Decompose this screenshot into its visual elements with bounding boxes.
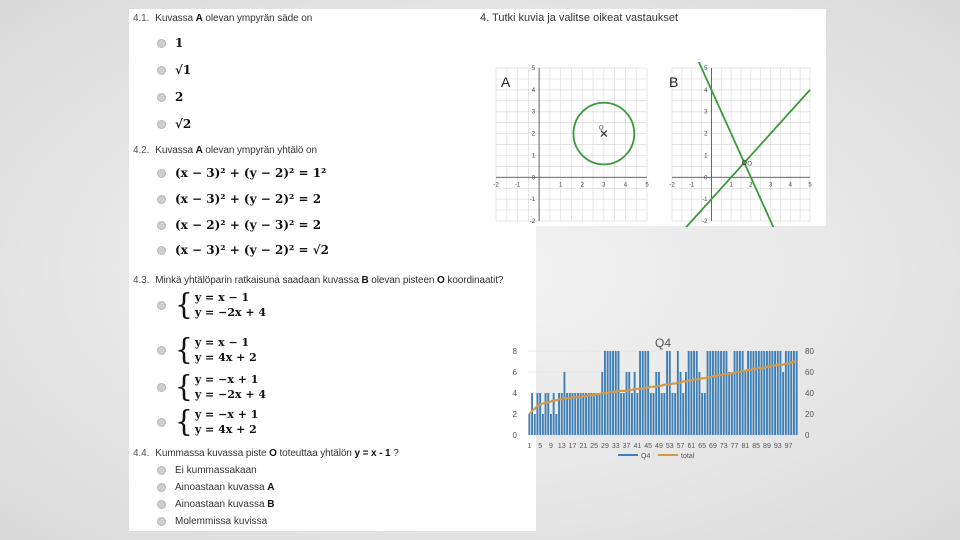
y-tick-label: 3 [531,109,536,116]
bar [723,351,725,435]
x-tick-label: 17 [568,443,577,450]
bar [626,372,628,435]
bar [593,393,595,435]
q2-option-2[interactable]: (x − 3)² + (y − 2)² = 2 [157,192,321,206]
y-tick-label: -1 [529,197,536,204]
bar [688,351,690,435]
bar [550,414,552,435]
radio-button[interactable] [157,246,166,255]
x-tick-label: 45 [644,443,653,450]
bar [717,351,719,435]
radio-button[interactable] [157,418,166,427]
task-4-panel [472,9,826,226]
bar [537,393,539,435]
bar [769,351,771,435]
bar [672,393,674,435]
y-tick-label: 0 [704,175,708,182]
x-tick-label: 89 [763,443,771,450]
brace-icon: { [175,287,193,322]
bar [601,372,603,435]
x-tick-label: 33 [611,443,620,450]
q2-option-4[interactable]: (x − 3)² + (y − 2)² = √2 [157,243,329,257]
bar [761,351,763,435]
bar [642,351,644,435]
q3-option-4[interactable] [157,404,259,439]
bar [736,351,738,435]
question-4-4-title: 4.4. Kummassa kuvassa piste O toteuttaa yhtälön y = x - 1 ? [133,448,399,459]
bar [707,351,709,435]
q4-option-2[interactable]: Ainoastaan kuvassa A [157,482,275,493]
point-label: O [598,125,604,132]
bar [704,393,706,435]
bar [539,393,541,435]
equation-system: { y = x − 1 y = 4x + 2 [175,332,257,367]
y-tick-label: 1 [531,153,536,160]
y-tick-label: 5 [704,66,708,72]
bar [766,351,768,435]
bar [728,372,730,435]
bar [653,393,655,435]
bar [753,351,755,435]
radio-button[interactable] [157,346,166,355]
graph-a-label: A [501,74,511,90]
bar [734,351,736,435]
bar [782,372,784,435]
y-right-tick-label: 20 [805,410,814,419]
q1-option-3[interactable]: 2 [157,90,183,104]
x-tick-label: 97 [784,443,793,450]
x-tick-label: 77 [730,443,739,450]
bar [636,393,638,435]
x-tick-label: 69 [709,443,717,450]
radio-button[interactable] [157,66,166,75]
bar [709,351,711,435]
graph-b-label: B [669,74,679,90]
y-tick-label: 1 [704,153,708,160]
x-tick-label: 5 [538,443,543,450]
bar [796,351,798,435]
y-tick-label: 2 [704,131,708,138]
bar [555,414,557,435]
bar [591,393,593,435]
bar [739,351,741,435]
bar [585,393,587,435]
radio-button[interactable] [157,195,166,204]
y-left-tick-label: 0 [512,431,517,440]
x-tick-label: 93 [773,443,782,450]
x-tick-label: 4 [788,182,792,189]
bar [696,351,698,435]
q4-option-3[interactable]: Ainoastaan kuvassa B [157,499,275,510]
x-tick-label: 41 [633,443,642,450]
bar [758,351,760,435]
x-tick-label: -2 [493,182,499,189]
y-tick-label: 4 [704,87,708,94]
chart-title: Q4 [654,336,672,350]
y-right-tick-label: 60 [805,368,814,377]
bar [744,372,746,435]
radio-button[interactable] [157,483,166,492]
x-tick-label: -1 [689,182,695,189]
bar [620,393,622,435]
bar [677,351,679,435]
radio-button[interactable] [157,500,166,509]
question-4-3-title: 4.3. Minkä yhtälöparin ratkaisuna saadaan kuvassa B olevan pisteen O koordinaatit? [133,275,504,286]
y-left-tick-label: 8 [512,347,517,356]
x-tick-label: 2 [580,182,584,189]
x-tick-label: 25 [590,443,599,450]
y-left-tick-label: 6 [512,368,517,377]
bar [742,351,744,435]
bar [577,393,579,435]
question-4-2-title: 4.2. Kuvassa A olevan ympyrän yhtälö on [133,145,317,156]
bar [666,351,668,435]
bar [747,351,749,435]
bar [658,372,660,435]
x-tick-label: 5 [808,182,812,189]
radio-button[interactable] [157,120,166,129]
q1-option-1[interactable]: 1 [157,36,183,50]
radio-button[interactable] [157,93,166,102]
y-tick-label: 5 [531,66,536,72]
bar [712,351,714,435]
radio-button[interactable] [157,301,166,310]
q2-option-1[interactable]: (x − 3)² + (y − 2)² = 1² [157,166,326,180]
bar [701,393,703,435]
bar [547,393,549,435]
bar [793,351,795,435]
bar [634,372,636,435]
x-tick-label: 1 [527,443,532,450]
q3-option-2[interactable] [157,332,257,367]
legend-label-q4: Q4 [641,453,651,460]
x-tick-label: 57 [676,443,685,450]
y-right-tick-label: 0 [805,431,810,440]
x-tick-label: 81 [741,443,750,450]
x-tick-label: 1 [559,182,563,189]
radio-button[interactable] [157,383,166,392]
bar [699,372,701,435]
y-right-tick-label: 80 [805,347,814,356]
bar [669,351,671,435]
x-tick-label: 3 [602,182,606,189]
q3-option-3[interactable] [157,369,267,404]
brace-icon: { [175,404,193,439]
radio-button[interactable] [157,39,166,48]
bar [582,393,584,435]
bar [650,393,652,435]
bar [647,351,649,435]
q1-option-4[interactable]: √2 [157,117,191,131]
bar [588,393,590,435]
bar [645,351,647,435]
bar [726,351,728,435]
bar [542,414,544,435]
y-tick-label: 4 [531,87,536,94]
bar [663,393,665,435]
bar [639,351,641,435]
bar [572,393,574,435]
y-left-tick-label: 2 [512,410,517,419]
bar [774,351,776,435]
x-tick-label: 85 [752,443,761,450]
y-tick-label: -2 [702,219,708,225]
bar [720,351,722,435]
x-tick-label: 4 [623,182,628,189]
bar [599,393,601,435]
brace-icon: { [175,369,193,404]
bar [715,351,717,435]
x-tick-label: 53 [665,443,674,450]
y-left-tick-label: 4 [512,389,517,398]
bar [682,393,684,435]
x-tick-label: 5 [645,182,649,189]
x-tick-label: 29 [601,443,609,450]
y-tick-label: -2 [529,219,536,225]
radio-button[interactable] [157,517,166,526]
q1-option-2[interactable]: √1 [157,63,191,77]
brace-icon: { [175,332,193,367]
bar [631,393,633,435]
x-tick-label: 1 [729,182,733,189]
y-tick-label: 0 [531,175,536,182]
graph-a [486,62,661,227]
bar [674,393,676,435]
x-tick-label: 73 [719,443,728,450]
equation-system: { y = −x + 1 y = 4x + 2 [175,404,259,439]
bar [623,393,625,435]
bar [750,351,752,435]
x-tick-label: -2 [669,182,675,189]
y-right-tick-label: 40 [805,389,814,398]
bar [545,393,547,435]
y-tick-label: -1 [702,197,708,204]
q3-option-1[interactable] [157,287,267,322]
y-tick-label: 3 [704,109,708,116]
bar [661,393,663,435]
bar [693,351,695,435]
graph-b [662,62,824,227]
x-tick-label: 37 [622,443,631,450]
radio-button[interactable] [157,221,166,230]
bar [574,393,576,435]
bar [755,351,757,435]
x-tick-label: 9 [548,443,553,450]
bar [655,372,657,435]
bar [628,372,630,435]
x-tick-label: 21 [579,443,588,450]
legend-label-total: total [681,453,695,460]
radio-button[interactable] [157,466,166,475]
task-4-title: 4. Tutki kuvia ja valitse oikeat vastaukset [480,12,679,24]
bar [564,372,566,435]
bar [731,372,733,435]
x-tick-label: -1 [514,182,521,189]
bar [528,414,530,435]
bar [596,393,598,435]
q4-option-4[interactable]: Molemmissa kuvissa [157,516,267,527]
radio-button[interactable] [157,169,166,178]
point-label: O [747,161,753,168]
q2-option-3[interactable]: (x − 2)² + (y − 3)² = 2 [157,218,321,232]
question-4-1-title: 4.1. Kuvassa A olevan ympyrän säde on [133,13,313,24]
x-tick-label: 2 [749,182,753,189]
bar [580,393,582,435]
x-tick-label: 49 [655,443,663,450]
y-tick-label: 2 [531,131,536,138]
bar [690,351,692,435]
q4-option-1[interactable]: Ei kummassakaan [157,465,257,476]
bar [618,351,620,435]
x-tick-label: 61 [687,443,696,450]
bar [534,414,536,435]
bar [771,351,773,435]
bar [531,393,533,435]
q4-bar-chart [500,334,825,464]
bar [763,351,765,435]
equation-system: { y = x − 1 y = −2x + 4 [175,287,267,322]
x-tick-label: 3 [768,182,773,189]
x-tick-label: 65 [698,443,707,450]
equation-system: { y = −x + 1 y = −2x + 4 [175,369,267,404]
x-tick-label: 13 [557,443,566,450]
